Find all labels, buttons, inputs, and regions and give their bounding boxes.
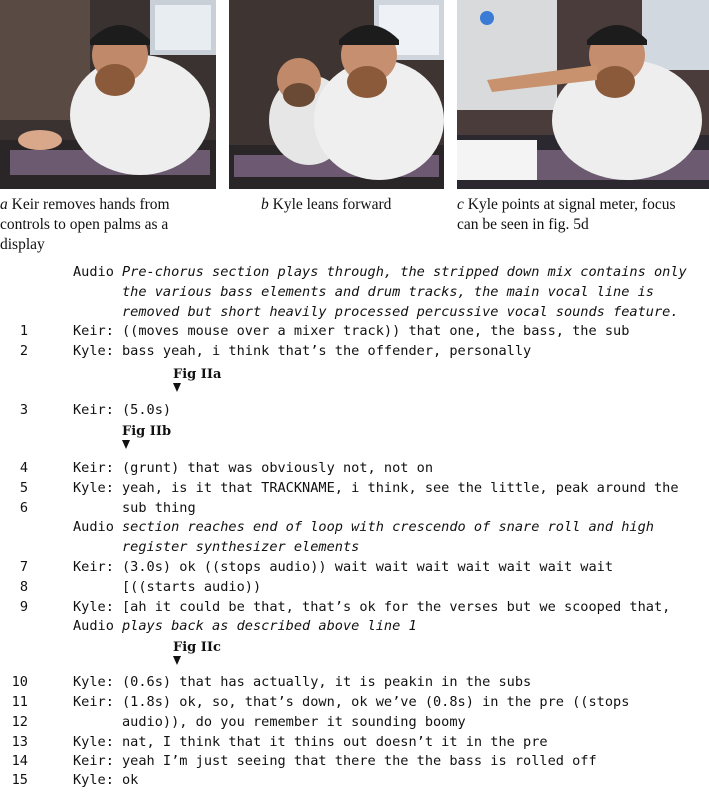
caption-b: b Kyle leans forward: [261, 196, 392, 213]
caption-a: a Keir removes hands from controls to open palms as a display: [0, 196, 170, 253]
photo-c: [457, 0, 709, 189]
fig-marker-b: Fig IIb: [122, 424, 172, 439]
transcript-line-13: 13 Kyle: nat, I think that it thins out doesn’t it in the pre: [11, 734, 548, 750]
transcript-line-10: 10 Kyle: (0.6s) that has actually, it is peakin in the subs: [11, 674, 532, 690]
transcript-line-11: 11 Keir: (1.8s) ok, so, that’s down, ok we’ve (0.8s) in the pre ((stops: [11, 694, 630, 710]
transcript-line-8: 8 [((starts audio)): [19, 579, 262, 595]
transcript-line-1: 1 Keir: ((moves mouse over a mixer track)) that one, the bass, the sub: [19, 323, 630, 339]
transcript-line-2: 2 Kyle: bass yeah, i think that’s the offender, personally: [19, 343, 532, 359]
transcript-line-5: 5 Kyle: yeah, is it that TRACKNAME, i think, see the little, peak around the: [19, 480, 679, 496]
transcript-line-14: 14 Keir: yeah I’m just seeing that there the the bass is rolled off: [11, 753, 597, 769]
transcript-line-7: 7 Keir: (3.0s) ok ((stops audio)) wait wait wait wait wait wait wait: [19, 559, 614, 575]
fig-arrow-b: [122, 440, 130, 449]
audio-mid: Audio section reaches end of loop with crescendo of snare roll and high: [73, 519, 654, 535]
fig-arrow-c: [173, 656, 181, 665]
transcript-line-9: 9 Kyle: [ah it could be that, that’s ok for the verses but we scooped that,: [19, 599, 671, 615]
fig-marker-a: Fig IIa: [173, 367, 222, 382]
transcript-line-4: 4 Keir: (grunt) that was obviously not, not on: [19, 460, 433, 476]
transcript-line-3: 3 Keir: (5.0s): [19, 402, 172, 418]
audio-late: Audio plays back as described above line 1: [73, 618, 417, 634]
transcript-line-6: 6 sub thing: [19, 500, 196, 516]
audio-intro: Audio Pre-chorus section plays through, the stripped down mix contains only: [73, 264, 687, 280]
photo-a: [0, 0, 216, 189]
transcript-line-15: 15 Kyle: ok: [11, 772, 139, 788]
transcript-line-12: 12 audio)), do you remember it sounding boomy: [11, 714, 466, 730]
fig-arrow-a: [173, 383, 181, 392]
caption-c: c Kyle points at signal meter, focus can be seen in fig. 5d: [457, 196, 676, 233]
photo-b: [229, 0, 444, 189]
fig-marker-c: Fig IIc: [173, 640, 221, 655]
